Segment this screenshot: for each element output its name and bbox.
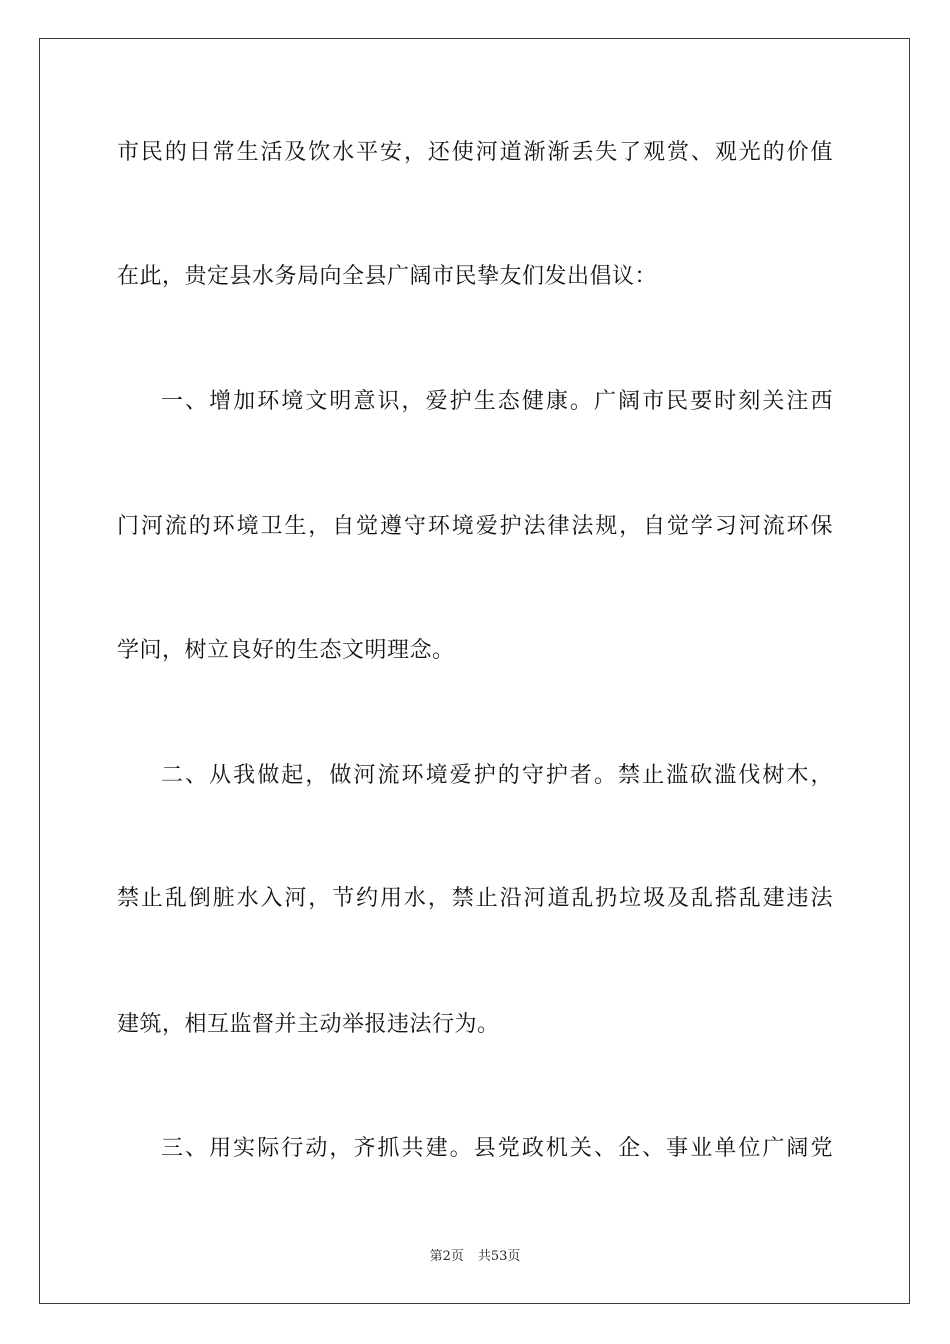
paragraph-line-6: 二、从我做起，做河流环境爱护的守护者。禁止滥砍滥伐树木， [161, 763, 833, 788]
paragraph-line-8: 建筑，相互监督并主动举报违法行为。 [117, 1012, 500, 1037]
paragraph-line-1: 市民的日常生活及饮水平安，还使河道渐渐丢失了观赏、观光的价值 [117, 140, 833, 165]
paragraph-line-2: 在此，贵定县水务局向全县广阔市民挚友们发出倡议： [117, 264, 658, 289]
paragraph-line-7: 禁止乱倒脏水入河，节约用水，禁止沿河道乱扔垃圾及乱搭乱建违法 [117, 886, 833, 911]
paragraph-line-5: 学问，树立良好的生态文明理念。 [117, 638, 455, 663]
paragraph-line-4: 门河流的环境卫生，自觉遵守环境爱护法律法规，自觉学习河流环保 [117, 514, 833, 539]
page-footer [0, 1248, 950, 1266]
paragraph-line-3: 一、增加环境文明意识，爱护生态健康。广阔市民要时刻关注西 [161, 389, 833, 414]
page-number: 第2页 [429, 1249, 464, 1264]
page-frame [39, 38, 910, 1304]
paragraph-line-9: 三、用实际行动，齐抓共建。县党政机关、企、事业单位广阔党 [161, 1136, 833, 1161]
page-total: 共53页 [477, 1249, 521, 1264]
